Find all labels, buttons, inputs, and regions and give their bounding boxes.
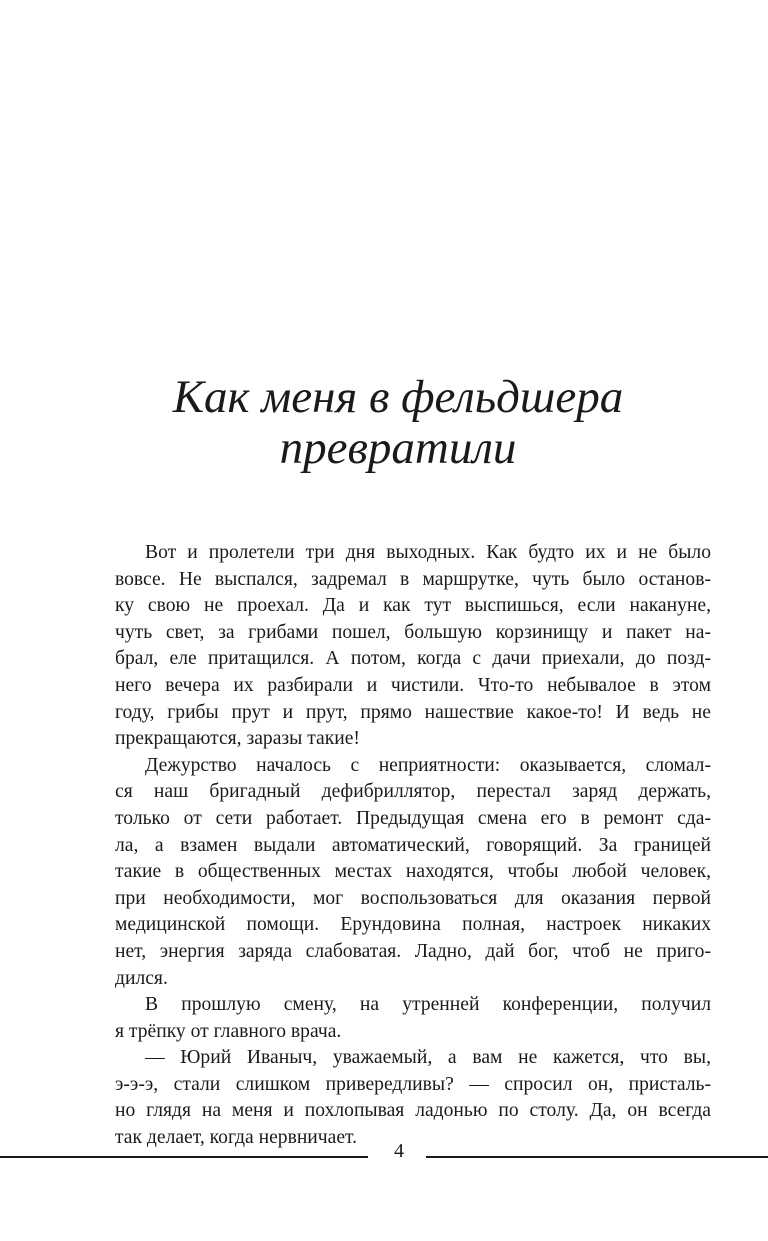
text-line: прекращаются, заразы такие! [115,728,360,750]
body-text [115,540,711,1152]
text-line: В прошлую смену, на утренней конференции, получил [145,994,711,1016]
text-line: я трёпку от главного врача. [115,1020,342,1042]
text-line: так делает, когда нервничает. [115,1127,358,1149]
text-line: брал, еле притащился. А потом, когда с дачи приехали, до позд- [115,648,711,670]
text-line: э-э-э, стали слишком привередливы? — спросил он, присталь- [115,1073,711,1095]
text-line: Вот и пролетели три дня выходных. Как будто их и не было [145,542,711,563]
text-line: ла, а взамен выдали автоматический, говорящий. За границей [115,834,711,856]
paragraph [115,753,711,992]
text-line: такие в общественных местах находятся, чтобы любой человек, [115,861,711,883]
text-line: нет, энергия заряда слабоватая. Ладно, дай бог, чтоб не приго- [115,940,711,962]
footer-rule-right [426,1156,768,1158]
chapter-title-line: Как меня в фельдшера [172,371,624,423]
text-line: дился. [115,967,168,989]
text-line: — Юрий Иваныч, уважаемый, а вам не кажется, что вы, [145,1047,711,1069]
text-line: Дежурство началось с неприятности: оказывается, сломал- [145,754,711,776]
chapter-title-line: превратили [279,422,517,474]
paragraph [115,540,711,753]
paragraph [115,992,711,1045]
text-line: ся наш бригадный дефибриллятор, перестал заряд держать, [115,781,711,803]
footer-rule-left [0,1156,368,1158]
text-line: но глядя на меня и похлопывая ладонью по столу. Да, он всегда [115,1100,711,1122]
text-line: только от сети работает. Предыдущая смена его в ремонт сда- [115,807,711,829]
text-line: вовсе. Не выспался, задремал в маршрутке, чуть было останов- [115,568,711,590]
text-line: ку свою не проехал. Да и как тут выспишься, если накануне, [115,595,711,617]
chapter-title [0,372,768,474]
text-line: медицинской помощи. Ерундовина полная, настроек никаких [115,914,711,936]
text-line: него вечера их разбирали и чистили. Что-то небывалое в этом [115,674,711,696]
text-line: году, грибы прут и прут, прямо нашествие какое-то! И ведь не [115,701,711,723]
page-number: 4 [394,1140,404,1162]
paragraph [115,1045,711,1151]
text-line: при необходимости, мог воспользоваться для оказания первой [115,887,711,909]
text-line: чуть свет, за грибами пошел, большую корзинищу и пакет на- [115,621,711,643]
